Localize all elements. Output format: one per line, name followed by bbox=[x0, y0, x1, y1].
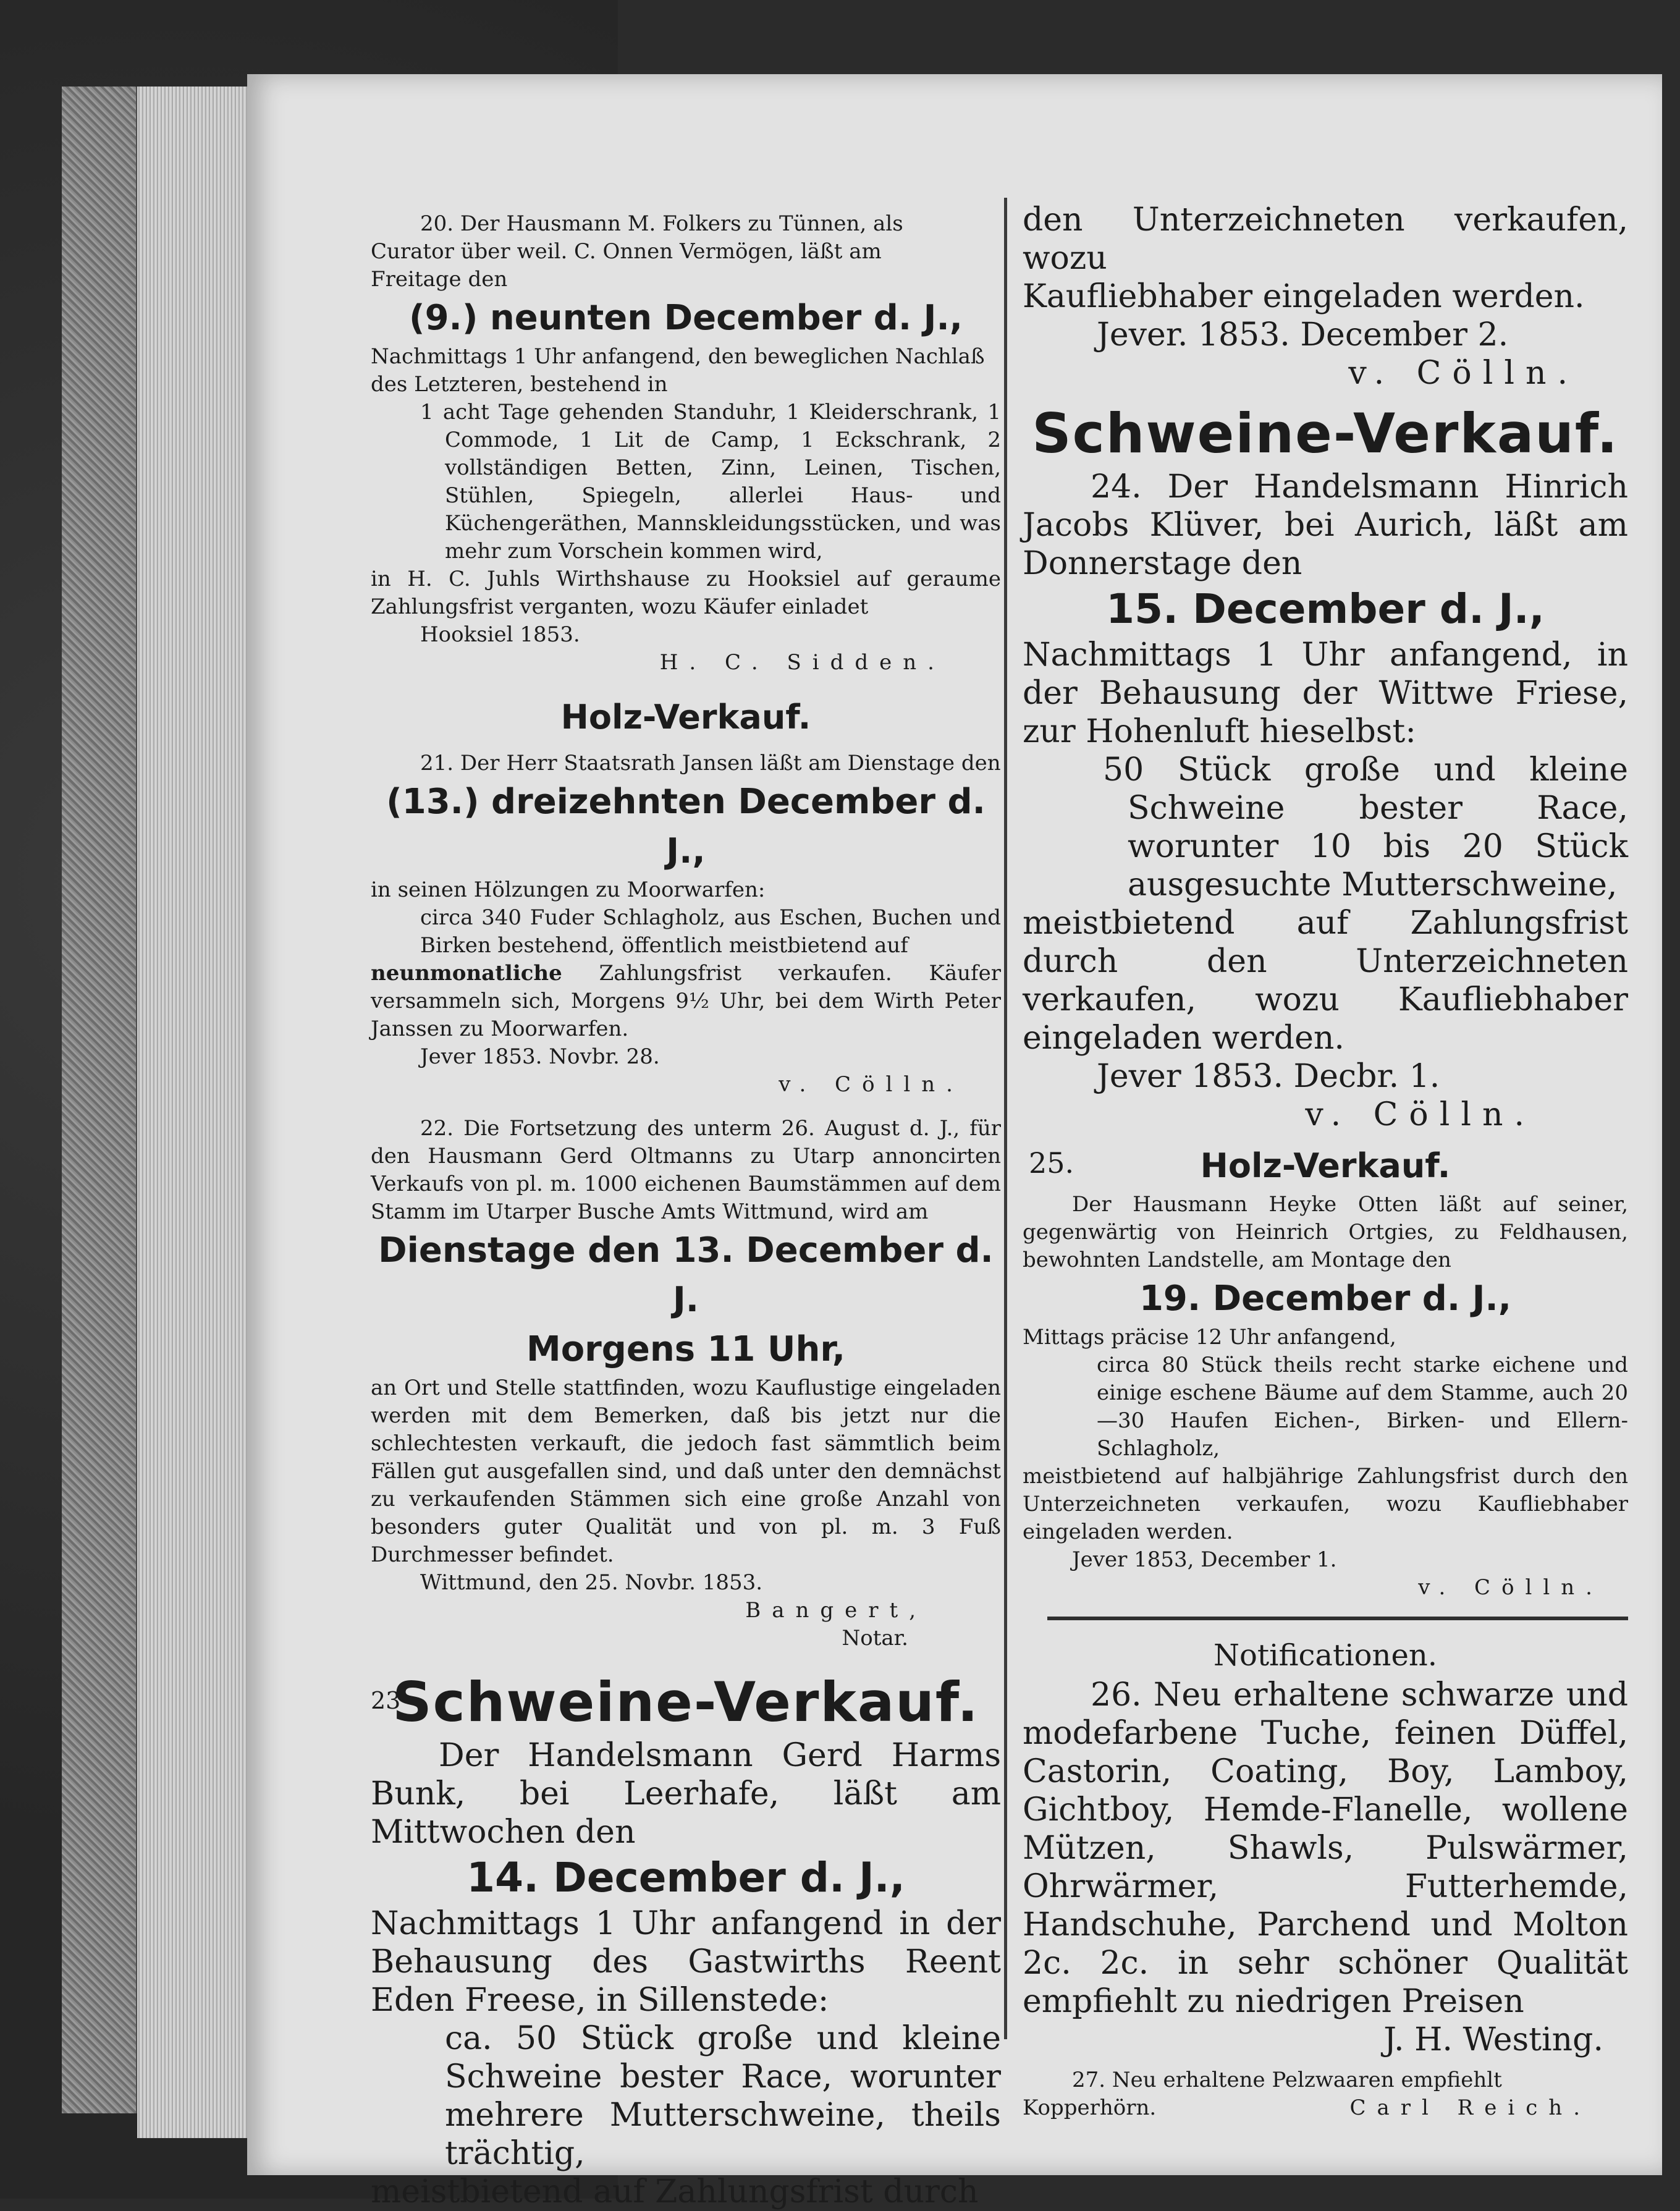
article-24-text-3: meistbietend auf Zahlungsfrist durch den Unterzeichneten verkaufen, wozu Kaufliebhaber eingeladen werden. bbox=[1023, 905, 1628, 1057]
article-21-place: Jever 1853. Novbr. 28. bbox=[420, 1044, 660, 1069]
article-25-items: circa 80 Stück theils recht starke eichene und einige eschene Bäume auf dem Stamme, auch 20—30 Haufen Eichen-, Birken- und Ellern-Schlagholz, bbox=[1097, 1353, 1628, 1461]
article-23-text: Der Handelsmann Gerd Harms Bunk, bei Leerhafe, läßt am Mittwochen den bbox=[371, 1737, 1001, 1851]
continuation-line-2: Kaufliebhaber eingeladen werden. bbox=[1023, 278, 1585, 315]
section-divider bbox=[1047, 1617, 1628, 1620]
column-divider bbox=[1004, 198, 1007, 2039]
article-23-date: 14. December d. J., bbox=[466, 1854, 905, 1901]
article-25-text-2: Mittags präcise 12 Uhr anfangend, bbox=[1023, 1325, 1396, 1350]
article-27-signature: Carl Reich. bbox=[1349, 2095, 1591, 2120]
article-20-date: (9.) neunten December d. J., bbox=[408, 298, 963, 338]
article-27-place: Kopperhörn. bbox=[1023, 2095, 1157, 2120]
left-column bbox=[371, 210, 1001, 2211]
article-22-text: 22. Die Fortsetzung des unterm 26. August d. J., für den Hausmann Gerd Oltmanns zu Utarp annoncirten Verkaufs von pl. m. 1000 eichenen Baumstämmen auf dem Stamm im Utarper Busche Amts Wittmund, wird am bbox=[371, 1116, 1001, 1224]
article-24-place: Jever 1853. Decbr. 1. bbox=[1097, 1058, 1440, 1095]
article-27-footer bbox=[1023, 2094, 1628, 2122]
article-21-line-4 bbox=[371, 960, 1001, 1043]
article-25-header bbox=[1023, 1141, 1628, 1191]
continuation-line-1: den Unterzeichneten verkaufen, wozu bbox=[1023, 201, 1628, 277]
article-21-line-3: circa 340 Fuder Schlagholz, aus Eschen, Buchen und Birken bestehend, öffentlich meistbietend auf bbox=[420, 905, 1001, 958]
article-24-signature: v. Cölln. bbox=[1305, 1096, 1535, 1133]
article-20-line-2: Curator über weil. C. Onnen Vermögen, läßt am bbox=[371, 239, 882, 264]
article-23-text-2: Nachmittags 1 Uhr anfangend in der Behausung des Gastwirths Reent Eden Freese, in Sillenstede: bbox=[371, 1905, 1001, 2019]
article-20-line-3: Freitage den bbox=[371, 267, 508, 292]
article-24-text-2: Nachmittags 1 Uhr anfangend, in der Behausung der Wittwe Friese, zur Hohenluft hieselbst: bbox=[1023, 636, 1628, 750]
article-25-text-3: meistbietend auf halbjährige Zahlungsfrist durch den Unterzeichneten verkaufen, wozu Kaufliebhaber eingeladen werden. bbox=[1023, 1464, 1628, 1544]
article-21-rest: Zahlungsfrist verkaufen. Käufer versammeln sich, Morgens 9½ Uhr, bei dem Wirth Peter Janssen zu Moorwarfen. bbox=[371, 961, 1001, 1041]
article-25-title: Holz-Verkauf. bbox=[1200, 1146, 1451, 1185]
article-22-place: Wittmund, den 25. Novbr. 1853. bbox=[420, 1570, 763, 1595]
article-25-date: 19. December d. J., bbox=[1139, 1279, 1512, 1319]
article-20-signature: H. C. Sidden. bbox=[659, 650, 945, 675]
article-23-title: Schweine-Verkauf. bbox=[392, 1670, 979, 1734]
article-24-text: 24. Der Handelsmann Hinrich Jacobs Klüver, bei Aurich, läßt am Donnerstage den bbox=[1023, 468, 1628, 582]
holz-verkauf-title: Holz-Verkauf. bbox=[560, 698, 811, 737]
article-24-title: Schweine-Verkauf. bbox=[1032, 402, 1619, 465]
article-26-signature: J. H. Westing. bbox=[1383, 2021, 1603, 2058]
article-20-line-1: 20. Der Hausmann M. Folkers zu Tünnen, als bbox=[420, 211, 903, 236]
article-20-items: 1 acht Tage gehenden Standuhr, 1 Kleiderschrank, 1 Commode, 1 Lit de Camp, 1 Eckschrank, 2 vollständigen Betten, Zinn, Leinen, Tischen, Stühlen, Spiegeln, allerlei Haus- und Küchengeräthen, Mannskleidungsstücken, und was mehr zum Vorschein kommen wird, bbox=[420, 400, 1001, 564]
article-21-line-2: in seinen Hölzungen zu Moorwarfen: bbox=[371, 877, 766, 902]
article-23-header bbox=[371, 1668, 1001, 1736]
article-20-line-6: in H. C. Juhls Wirthshause zu Hooksiel auf geraume Zahlungsfrist verganten, wozu Käufer einladet bbox=[371, 567, 1001, 619]
article-22-date-2: Morgens 11 Uhr, bbox=[526, 1329, 845, 1369]
article-25-signature: v. Cölln. bbox=[1418, 1575, 1603, 1600]
page-edges bbox=[137, 87, 255, 2138]
article-23-items: ca. 50 Stück große und kleine Schweine bester Race, worunter mehrere Mutterschweine, theils trächtig, bbox=[445, 2020, 1001, 2172]
marbled-binding bbox=[62, 87, 140, 2113]
article-22-signature-2: Notar. bbox=[842, 1626, 908, 1651]
article-22-date-1: Dienstage den 13. December d. J. bbox=[378, 1230, 994, 1320]
article-21-signature: v. Cölln. bbox=[779, 1072, 964, 1097]
article-24-items: 50 Stück große und kleine Schweine bester Race, worunter 10 bis 20 Stück ausgesuchte Mutterschweine, bbox=[1103, 751, 1628, 903]
continuation-signature: v. Cölln. bbox=[1348, 355, 1579, 392]
article-23-text-3: meistbietend auf Zahlungsfrist durch bbox=[371, 2173, 979, 2210]
article-22-signature-1: Bangert, bbox=[745, 1598, 927, 1623]
article-26-text: 26. Neu erhaltene schwarze und modefarbene Tuche, feinen Düffel, Castorin, Coating, Boy, Lamboy, Gichtboy, Hemde-Flanelle, wollene Mützen, Shawls, Pulswärmer, Ohrwärmer, Futterhemde, Handschuhe, Parchend und Molton 2c. 2c. in sehr schöner Qualität empfiehlt zu niedrigen Preisen bbox=[1023, 1676, 1628, 2020]
right-column bbox=[1023, 201, 1628, 2122]
article-22-text-2: an Ort und Stelle stattfinden, wozu Kauflustige eingeladen werden mit dem Bemerken, daß bis jetzt nur die schlechtesten verkauft, die jedoch fast sämmtlich beim Fällen gut ausgefallen sind, und daß unter den demnächst zu verkaufenden Stämmen sich eine große Anzahl von besonders guter Qualität und von pl. m. 3 Fuß Durchmesser befindet. bbox=[371, 1376, 1001, 1567]
article-21-date: (13.) dreizehnten December d. J., bbox=[386, 782, 986, 871]
notifications-title: Notificationen. bbox=[1213, 1638, 1438, 1673]
article-21-bold: neunmonatliche bbox=[371, 961, 562, 986]
article-25-place: Jever 1853, December 1. bbox=[1072, 1547, 1337, 1572]
article-21-line-1: 21. Der Herr Staatsrath Jansen läßt am Dienstage den bbox=[420, 751, 1001, 776]
article-27-text: 27. Neu erhaltene Pelzwaaren empfiehlt bbox=[1072, 2068, 1502, 2092]
article-24-date: 15. December d. J., bbox=[1106, 585, 1545, 633]
article-25-number: 25. bbox=[1029, 1146, 1074, 1180]
continuation-place: Jever. 1853. December 2. bbox=[1097, 316, 1509, 353]
article-20-place: Hooksiel 1853. bbox=[420, 622, 580, 647]
article-20-line-4: Nachmittags 1 Uhr anfangend, den beweglichen Nachlaß bbox=[371, 344, 985, 369]
article-25-text: Der Hausmann Heyke Otten läßt auf seiner, gegenwärtig von Heinrich Ortgies, zu Feldhausen, bewohnten Landstelle, am Montage den bbox=[1023, 1192, 1628, 1272]
article-23-number: 23 bbox=[371, 1687, 401, 1714]
article-20-line-5: des Letzteren, bestehend in bbox=[371, 372, 668, 397]
